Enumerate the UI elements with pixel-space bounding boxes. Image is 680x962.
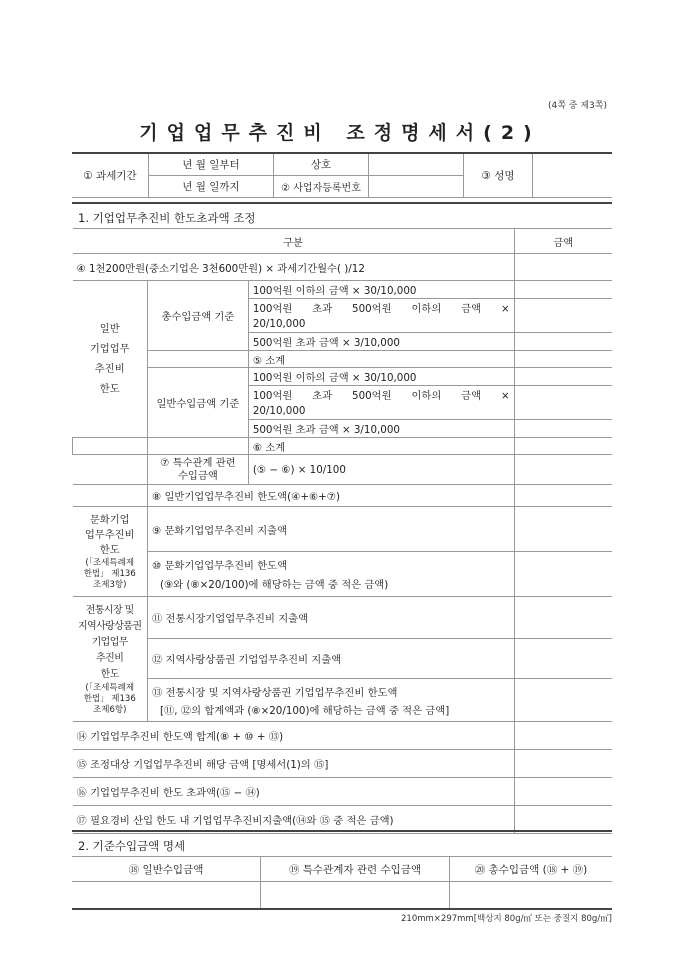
related-7-label: ⑦ 특수관계 관련 수입금액 (147, 455, 248, 485)
row-16: ⑯ 기업업무추진비 한도 초과액(⑮ − ⑭) (73, 778, 515, 806)
col-18: ⑱ 일반수입금액 (72, 857, 261, 882)
amount-15[interactable] (514, 750, 612, 778)
col-category: 구분 (73, 229, 515, 254)
amount-total-tier3[interactable] (514, 333, 612, 351)
amount-subtotal-6[interactable] (514, 438, 612, 455)
total-tier2-line2: 20/10,000 (248, 317, 514, 333)
company-field[interactable] (369, 153, 464, 176)
amount-subtotal-5[interactable] (514, 351, 612, 368)
value-19[interactable] (261, 882, 450, 910)
culture-group (73, 507, 148, 597)
amount-general-tier2[interactable] (514, 386, 612, 420)
amount-8[interactable] (514, 485, 612, 507)
general-group-label: 일반 기업업무 추진비 한도 (73, 281, 148, 438)
row-4: ④ 1천200만원(중소기업은 3천600만원) × 과세기간월수( )/12 (73, 254, 515, 281)
value-20[interactable] (450, 882, 613, 910)
general-tier2-line2: 20/10,000 (248, 404, 514, 420)
amount-14[interactable] (514, 722, 612, 750)
market-law: (「조세특례제 한법」 제136 조제6항) (83, 682, 136, 715)
bottom-rule (72, 908, 612, 910)
total-tier2-line1: 100억원 초과 500억원 이하의 금액 × (248, 299, 514, 317)
row-17: ⑰ 필요경비 산입 한도 내 기업업무추진비지출액(⑭와 ⑮ 중 적은 금액) (73, 806, 515, 834)
culture-law: (「조세특례제 한법」 제136 조제3항) (83, 557, 136, 590)
amount-9[interactable] (514, 507, 612, 552)
amount-13[interactable] (514, 679, 612, 722)
amount-11[interactable] (514, 597, 612, 639)
amount-10[interactable] (514, 552, 612, 597)
amount-general-tier3[interactable] (514, 420, 612, 438)
total-income-label: 총수입금액 기준 (147, 281, 248, 351)
subtotal-5: ⑤ 소계 (248, 351, 514, 368)
amount-total-tier1[interactable] (514, 281, 612, 299)
total-tier1: 100억원 이하의 금액 × 30/10,000 (248, 281, 514, 299)
row-10-line2: (⑨와 (⑧×20/100)에 해당하는 금액 중 적은 금액) (159, 579, 389, 591)
row-13 (147, 679, 514, 722)
market-group (73, 597, 148, 722)
general-income-label: 일반수입금액 기준 (147, 368, 248, 438)
section1-heading: 1. 기업업무추진비 한도초과액 조정 (72, 202, 612, 232)
related-7-formula: (⑤ − ⑥) × 10/100 (248, 455, 514, 485)
total-tier3: 500억원 초과 금액 × 3/10,000 (248, 333, 514, 351)
col-19: ⑲ 특수관계자 관련 수입금액 (261, 857, 450, 882)
subtotal-6: ⑥ 소계 (248, 438, 514, 455)
general-tier2-line1: 100억원 초과 500억원 이하의 금액 × (248, 386, 514, 404)
form-title: 기업업무추진비 조정명세서(2) (139, 122, 541, 144)
market-group-label: 전통시장 및 지역사랑상품권 기업업무 추진비 한도 (78, 604, 142, 680)
amount-general-tier1[interactable] (514, 368, 612, 386)
general-tier3: 500억원 초과 금액 × 3/10,000 (248, 420, 514, 438)
row-13-line1: ⑬ 전통시장 및 지역사랑상품권 기업업무추진비 한도액 (151, 686, 398, 699)
period-label: ① 과세기간 (72, 153, 149, 198)
section2-heading: 2. 기준수입금액 명세 (72, 830, 612, 860)
date-from[interactable]: 년 월 일부터 (149, 153, 274, 176)
name-field[interactable] (533, 153, 613, 198)
col-20: ⑳ 총수입금액 (⑱ + ⑲) (450, 857, 613, 882)
row-10 (147, 552, 514, 597)
row-11: ⑪ 전통시장기업업무추진비 지출액 (147, 597, 514, 639)
header-table (72, 152, 612, 198)
culture-group-label: 문화기업 업무추진비 한도 (84, 513, 135, 556)
amount-total-tier2[interactable] (514, 299, 612, 333)
row-12: ⑫ 지역사랑상품권 기업업무추진비 지출액 (147, 639, 514, 679)
amount-12[interactable] (514, 639, 612, 679)
row-14: ⑭ 기업업무추진비 한도액 합계(⑧ + ⑩ + ⑬) (73, 722, 515, 750)
amount-7[interactable] (514, 455, 612, 485)
date-to[interactable]: 년 월 일까지 (149, 176, 274, 198)
amount-4[interactable] (514, 254, 612, 281)
amount-16[interactable] (514, 778, 612, 806)
company-label: 상호 (274, 153, 369, 176)
general-tier1: 100억원 이하의 금액 × 30/10,000 (248, 368, 514, 386)
name-label: ③ 성명 (464, 153, 533, 198)
value-18[interactable] (72, 882, 261, 910)
bizno-label: ② 사업자등록번호 (274, 176, 369, 198)
row-8: ⑧ 일반기업업무추진비 한도액(④+⑥+⑦) (147, 485, 514, 507)
bizno-field[interactable] (369, 176, 464, 198)
row-10-line1: ⑩ 문화기업업무추진비 한도액 (151, 560, 288, 572)
limit-table (72, 228, 612, 834)
row-13-line2: [⑪, ⑫의 합계액과 (⑧×20/100)에 해당하는 금액 중 적은 금액] (159, 704, 450, 717)
row-15: ⑮ 조정대상 기업업무추진비 해당 금액 [명세서(1)의 ⑮] (73, 750, 515, 778)
paper-spec: 210mm×297mm[백상지 80g/㎡ 또는 중질지 80g/㎡] (401, 914, 612, 924)
page-number: (4쪽 중 제3쪽) (548, 101, 607, 111)
income-table (72, 856, 612, 910)
row-9: ⑨ 문화기업업무추진비 지출액 (147, 507, 514, 552)
col-amount: 금액 (514, 229, 612, 254)
